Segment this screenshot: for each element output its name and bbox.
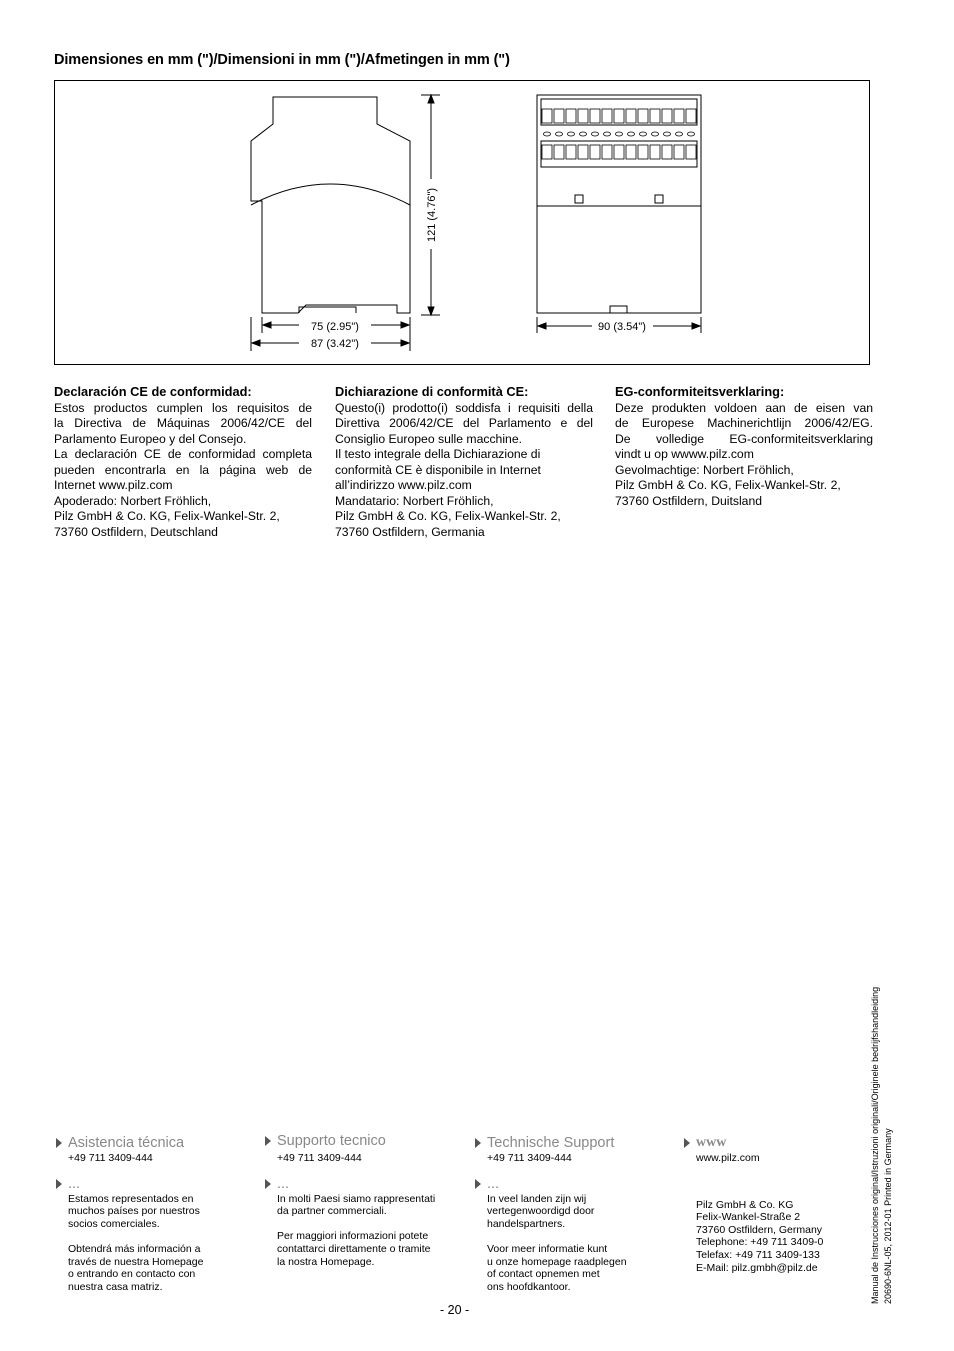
terminal-screw [676, 132, 683, 136]
footer-text: In veel landen zijn wij [487, 1192, 587, 1205]
document-reference [869, 964, 895, 1304]
terminal-slot [590, 145, 600, 159]
dim-height-label: 121 (4.76") [426, 187, 438, 243]
ce-title-nl: EG-conformiteitsverklaring: [615, 384, 785, 399]
terminal-slot [554, 145, 564, 159]
terminal-slot [674, 145, 684, 159]
terminal-slot [578, 109, 588, 123]
footer-text: o entrando en contacto con [68, 1268, 196, 1281]
address-line: Pilz GmbH & Co. KG [696, 1198, 794, 1211]
triangle-bullet-icon [475, 1179, 481, 1189]
footer-text: Voor meer informatie kunt [487, 1242, 608, 1255]
footer-text: través de nuestra Homepage [68, 1255, 204, 1268]
ce-line: Mandatario: Norbert Fröhlich, [335, 493, 494, 508]
footer-text: socios comerciales. [68, 1217, 160, 1230]
ce-line: de Europese Machinerichtlijn 2006/42/EG. [615, 416, 873, 430]
terminal-slot [614, 109, 624, 123]
fax-line: Telefax: +49 711 3409-133 [696, 1248, 820, 1261]
support-phone: +49 711 3409-444 [68, 1152, 153, 1164]
terminal-slot [686, 145, 696, 159]
terminal-screw [544, 132, 551, 136]
ce-line: vindt u op wwww.pilz.com [615, 447, 754, 461]
terminal-slot [566, 109, 576, 123]
support-title: Asistencia técnica [68, 1135, 185, 1151]
ce-title-es: Declaración CE de conformidad: [54, 384, 252, 399]
terminal-slot [662, 145, 672, 159]
footer-support-nl [473, 1134, 673, 1293]
dim-inner-width-label: 75 (2.95") [311, 321, 359, 333]
terminal-screw [592, 132, 599, 136]
page-heading: Dimensiones en mm (")/Dimensioni in mm (")/Afmetingen in mm (") [54, 52, 510, 68]
footer-text: nuestra casa matriz. [68, 1280, 163, 1293]
terminal-screw [688, 132, 695, 136]
terminal-slot [542, 145, 552, 159]
terminal-slot [650, 109, 660, 123]
footer-text: la nostra Homepage. [277, 1255, 375, 1268]
side-view [251, 97, 410, 313]
ce-line: pueden encontrarla en la página web de [54, 462, 312, 477]
terminal-slot [602, 109, 612, 123]
support-title: Supporto tecnico [277, 1133, 386, 1149]
terminal-slot [674, 109, 684, 123]
terminal-slot [566, 145, 576, 159]
support-phone: +49 711 3409-444 [487, 1152, 572, 1164]
triangle-bullet-icon [56, 1138, 62, 1148]
ce-line: Deze produkten voldoen aan de eisen van [615, 400, 873, 415]
ce-line: Consiglio Europeo sulle macchine. [335, 431, 522, 446]
terminal-slot [602, 145, 612, 159]
terminal-slot [578, 145, 588, 159]
ce-line: 73760 Ostfildern, Germania [335, 524, 485, 539]
www-title: www [696, 1135, 727, 1150]
ce-declaration-it [335, 384, 593, 540]
terminal-screw [664, 132, 671, 136]
ce-line: 73760 Ostfildern, Duitsland [615, 493, 763, 508]
ce-line: Pilz GmbH & Co. KG, Felix-Wankel-Str. 2, [615, 478, 841, 492]
ce-title-it: Dichiarazione di conformità CE: [335, 384, 529, 399]
terminal-slot [542, 109, 552, 123]
terminal-slot [650, 145, 660, 159]
footer-text: contattarci direttamente o tramite [277, 1242, 431, 1255]
ce-line: La declaración CE de conformidad completa [54, 447, 312, 461]
terminal-screw [556, 132, 563, 136]
ce-declaration-nl [615, 384, 873, 509]
ce-line: Pilz GmbH & Co. KG, Felix-Wankel-Str. 2, [54, 509, 280, 523]
triangle-bullet-icon [265, 1136, 271, 1146]
terminal-screw [628, 132, 635, 136]
page-number: - 20 - [440, 1303, 470, 1317]
footer-text: Estamos representados en [68, 1192, 194, 1205]
footer-text: handelspartners. [487, 1217, 566, 1230]
ce-line: Gevolmachtige: Norbert Fröhlich, [615, 462, 794, 477]
terminal-slot [626, 109, 636, 123]
ce-line: 73760 Ostfildern, Deutschland [54, 524, 218, 539]
terminal-slot [614, 145, 624, 159]
ce-line: conformità CE è disponibile in Internet [335, 462, 541, 477]
ce-line: la Directiva de Máquinas 2006/42/CE del [54, 416, 312, 430]
triangle-bullet-icon [265, 1179, 271, 1189]
terminal-slot [686, 109, 696, 123]
ce-line: Internet www.pilz.com [54, 478, 173, 492]
ce-declaration-es [54, 384, 312, 540]
email-link[interactable]: E-Mail: pilz.gmbh@pilz.de [696, 1261, 818, 1274]
triangle-bullet-icon [475, 1138, 481, 1148]
terminal-slot [626, 145, 636, 159]
footer-text: In molti Paesi siamo rappresentati [277, 1192, 436, 1205]
terminal-screw [568, 132, 575, 136]
ce-line: De volledige EG-conformiteitsverklaring [615, 431, 873, 446]
triangle-bullet-icon [684, 1138, 690, 1148]
terminal-screw [604, 132, 611, 136]
footer-text: da partner commerciali. [277, 1205, 387, 1218]
footer-text: vertegenwoordigd door [487, 1205, 595, 1218]
terminal-row-top [542, 109, 696, 123]
terminal-screw [580, 132, 587, 136]
ce-line: Apoderado: Norbert Fröhlich, [54, 493, 212, 508]
footer-support-es [54, 1134, 254, 1293]
ce-line: Questo(i) prodotto(i) soddisfa i requisiti della [335, 400, 593, 415]
terminal-slot [662, 109, 672, 123]
ce-line: Estos productos cumplen los requisitos de [54, 400, 312, 415]
footer-text: Per maggiori informazioni potete [277, 1230, 429, 1243]
support-phone: +49 711 3409-444 [277, 1152, 362, 1164]
dimension-drawing [55, 81, 871, 366]
terminal-slot [638, 145, 648, 159]
ce-line: Parlamento Europeo y del Consejo. [54, 431, 247, 446]
terminal-row-bottom [542, 145, 696, 159]
footer-support-it [263, 1132, 463, 1268]
terminal-screw [616, 132, 623, 136]
ce-line: Il testo integrale della Dichiarazione di [335, 447, 541, 461]
terminal-screw-row [544, 132, 695, 136]
ellipsis: ... [68, 1175, 81, 1192]
dimension-figure [54, 80, 870, 365]
ellipsis: ... [487, 1175, 500, 1192]
ce-line: Pilz GmbH & Co. KG, Felix-Wankel-Str. 2, [335, 509, 561, 523]
ce-line: Direttiva 2006/42/CE del Parlamento e del [335, 416, 593, 430]
terminal-screw [652, 132, 659, 136]
terminal-screw [640, 132, 647, 136]
footer-text: muchos países por nuestros [68, 1205, 200, 1218]
ce-line: all’indirizzo www.pilz.com [335, 478, 472, 492]
footer-text: u onze homepage raadplegen [487, 1255, 627, 1268]
footer-contact [682, 1134, 882, 1274]
terminal-slot [554, 109, 564, 123]
footer-text: ons hoofdkantoor. [487, 1280, 571, 1293]
dim-front-width-label: 90 (3.54") [598, 321, 646, 333]
address-line: 73760 Ostfildern, Germany [696, 1223, 823, 1236]
terminal-slot [590, 109, 600, 123]
manual-title-line: Manual de Instrucciones original/Istruzioni originali/Originele bedrijfshandleiding [870, 986, 880, 1304]
dim-outer-width-label: 87 (3.42") [311, 338, 359, 350]
ellipsis: ... [277, 1175, 290, 1192]
support-title: Technische Support [487, 1135, 615, 1151]
footer-text: Obtendrá más información a [68, 1242, 201, 1255]
footer-text: of contact opnemen met [487, 1268, 600, 1281]
website-link[interactable]: www.pilz.com [696, 1152, 760, 1164]
triangle-bullet-icon [56, 1179, 62, 1189]
phone-line: Telephone: +49 711 3409-0 [696, 1236, 824, 1249]
front-view [537, 95, 701, 313]
address-line: Felix-Wankel-Straße 2 [696, 1211, 801, 1224]
document-code-line: 20690-6NL-05, 2012-01 Printed in Germany [883, 1128, 893, 1304]
terminal-slot [638, 109, 648, 123]
